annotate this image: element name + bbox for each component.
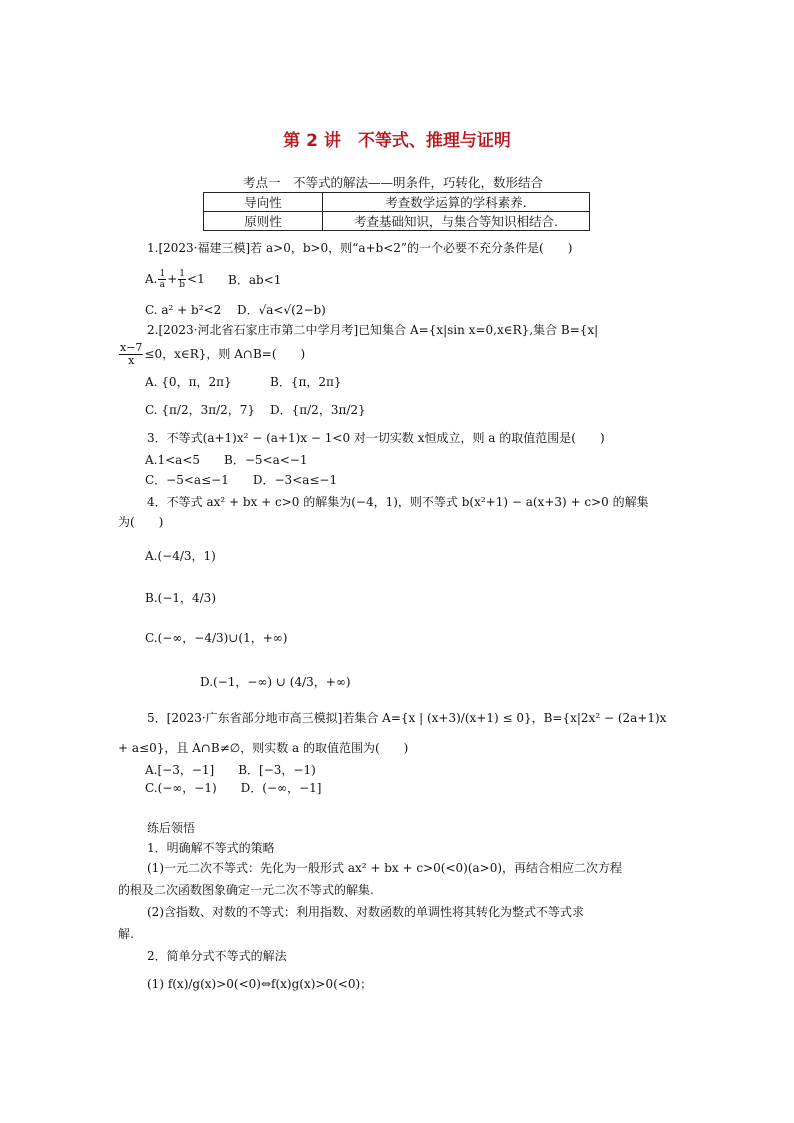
q1-option-b: B．ab<1 <box>228 273 282 287</box>
q5-line1-pre: 5．[2023·广东省部分地市高三模拟]若集合 A= <box>147 711 401 725</box>
q5-line2: + a≤0}，且 A∩B≠∅，则实数 a 的取值范围为( ) <box>118 741 409 755</box>
q1-option-a-tail: <1 <box>187 272 205 286</box>
review-p1b: 的根及二次函数图象确定一元二次不等式的解集. <box>118 883 374 897</box>
q2-option-b: B．{π，2π} <box>270 375 342 389</box>
q3-stem: 3．不等式(a+1)x² − (a+1)x − 1<0 对一切实数 x恒成立，则 a 的取值范围是( ) <box>147 431 605 445</box>
q2-option-a: A. {0，π，2π} <box>145 375 232 389</box>
review-heading: 练后领悟 <box>147 821 196 835</box>
q5-line1 <box>147 708 666 728</box>
q4-option-a: A.(−4/3，1) <box>145 549 216 563</box>
q5-options-ab: A.[−3，−1] B．[−3，−1) <box>145 763 316 777</box>
q1-stem: 1.[2023·福建三模]若 a>0，b>0，则“a+b<2”的一个必要不充分条件是( ) <box>147 241 573 255</box>
q3-options-cd: C．−5<a≤−1 D．−3<a≤−1 <box>145 473 338 487</box>
table-row <box>204 212 590 231</box>
table-cell: 考查基础知识，与集合等知识相结合. <box>323 212 590 231</box>
q5-line1-post: ，B={x|2x² − (2a+1)x <box>531 711 667 725</box>
q4-option-d: D.(−1，−∞) ∪ (4/3，+∞) <box>200 675 351 689</box>
q2-frac-den: x <box>128 354 135 367</box>
q5-options-cd: C.(−∞，−1) D．(−∞，−1] <box>145 781 322 795</box>
table-cell: 导向性 <box>204 193 323 212</box>
q4-option-b: B.(−1，4/3) <box>145 591 216 605</box>
q1-option-a: A. $\frac{1}{a}$ + $\frac{1}{b}$ <1 <box>145 269 205 290</box>
review-p2b: 解. <box>118 927 134 941</box>
q1-option-c: C. a² + b²<2 <box>145 303 222 317</box>
q1-option-d: D．√a<√(2−b) <box>237 303 326 317</box>
q2-line2 <box>118 340 305 368</box>
q5-set-a: {x | (x+3)/(x+1) ≤ 0} <box>400 711 532 725</box>
q2-frac-num: x−7 <box>120 341 143 354</box>
q2-option-d: D．{π/2，3π/2} <box>270 403 366 417</box>
kaodian-heading: 考点一 不等式的解法——明条件，巧转化，数形结合 <box>243 175 544 190</box>
review-p3: (1) f(x)/g(x)>0(<0)⇔f(x)g(x)>0(<0)； <box>147 977 373 991</box>
page-title: 第 2 讲 不等式、推理与证明 <box>283 131 511 151</box>
q4-option-c: C.(−∞，−4/3)∪(1，+∞) <box>145 631 288 645</box>
table-cell: 原则性 <box>204 212 323 231</box>
q4-line2: 为( ) <box>118 515 164 529</box>
table-row <box>204 193 590 212</box>
review-h1: 1．明确解不等式的策略 <box>147 841 275 855</box>
guide-table <box>203 192 590 231</box>
review-p1a: (1)一元二次不等式：先化为一般形式 ax² + bx + c>0(<0)(a>0)，再结合相应二次方程 <box>147 861 623 875</box>
review-h2: 2．简单分式不等式的解法 <box>147 949 287 963</box>
q2-option-c: C. {π/2，3π/2，7} <box>145 403 256 417</box>
review-p2a: (2)含指数、对数的不等式：利用指数、对数函数的单调性将其转化为整式不等式求 <box>147 905 585 919</box>
q3-options-ab: A.1<a<5 B．−5<a<−1 <box>145 453 308 467</box>
q2-line2-tail: ≤0，x∈R}，则 A∩B=( ) <box>144 347 306 361</box>
table-cell: 考查数学运算的学科素养. <box>323 193 590 212</box>
q2-line1: 2.[2023·河北省石家庄市第二中学月考]已知集合 A={x|sin x=0,x∈R},集合 B={x| <box>147 323 599 337</box>
q4-line1: 4．不等式 ax² + bx + c>0 的解集为(−4，1)，则不等式 b(x²+1) − a(x+3) + c>0 的解集 <box>147 495 649 509</box>
